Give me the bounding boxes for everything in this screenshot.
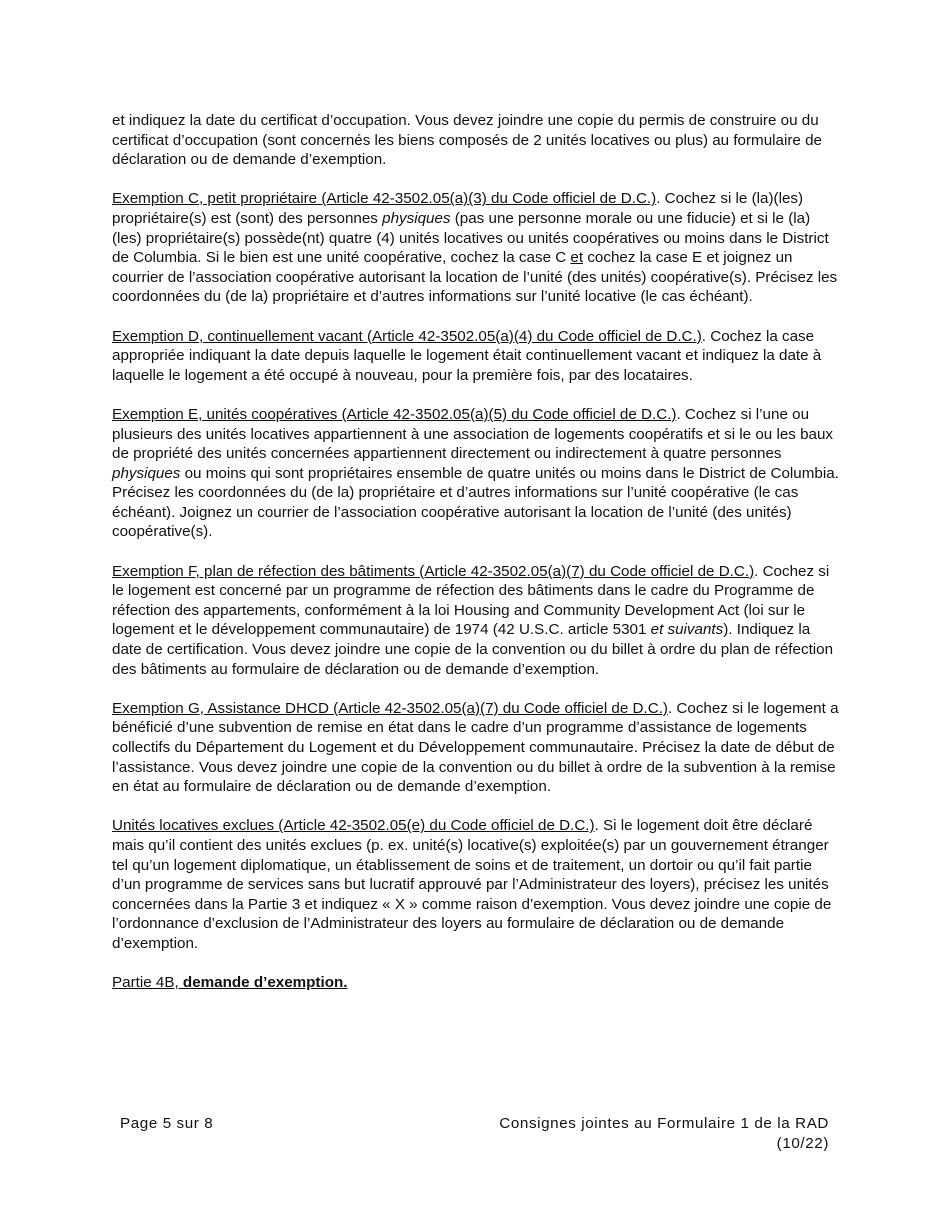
excluded-units-heading: Unités locatives exclues (Article 42-3502.05(e) du Code officiel de D.C.) [112,817,595,835]
exemption-c-heading: Exemption C, petit propriétaire (Article 42-3502.05(a)(3) du Code officiel de D.C.) [112,190,657,208]
exemption-f-heading: Exemption F, plan de réfection des bâtiments (Article 42-3502.05(a)(7) du Code officiel de D.C.) [112,562,755,580]
exemption-c-paragraph [112,189,840,307]
excluded-units-text: . Si le logement doit être déclaré mais qu’il contient des unités exclues (p. ex. unité(s) locative(s) exploitée(s) par un gouvernement étranger tel qu’un logement diplomatique, un établissement de soins et de traitement, un dortoir ou qu’il fait partie d’un programme de services sans but lucratif approuvé par l’Administrateur des loyers), précisez les unités concernées dans la Partie 3 et indiquez « X » comme raison d’exemption. Vous devez joindre une copie de l’ordonnance d’exclusion de l’Administrateur des loyers au formulaire de déclaration ou de demande d’exemption. [112,817,832,952]
intro-text: et indiquez la date du certificat d’occupation. Vous devez joindre une copie du permis de construire ou du certificat d’occupation (sont concernés les biens composés de 2 unités locatives ou plus) au formulaire de déclaration ou de demande d’exemption. [112,112,822,169]
form-reference-title: Consignes jointes au Formulaire 1 de la RAD [499,1115,829,1132]
exemption-f-emphasis: et suivants [650,621,724,639]
form-reference-date: (10/22) [776,1134,829,1152]
exemption-c-text-3: cochez la case E et joignez un courrier de l’association coopérative autorisant la location de l’unité (des unités) coopérative(s). Précisez les coordonnées du (de la) propriétaire et d’autres informations sur l’unité locative (le cas échéant). [112,249,838,306]
exemption-e-text-2: ou moins qui sont propriétaires ensemble de quatre unités ou moins dans le District de Columbia. Précisez les coordonnées du (de la) propriétaire et d’autres informations sur l’unité coopérative (le cas échéant). Joignez un courrier de l’association coopérative autorisant la location de l’unité (des unités) coopérative(s). [112,464,839,541]
exemption-c-text-2: (pas une personne morale ou une fiducie) et si le (la) (les) propriétaire(s) possède(nt) quatre (4) unités locatives ou unités coopératives ou moins dans le District de Columbia. Si le bien est une unité coopérative, cochez la case C [112,209,829,267]
exemption-e-paragraph [112,405,840,542]
exemption-g-text: . Cochez si le logement a bénéficié d’une subvention de remise en état dans le cadre d’un programme d’assistance de logements collectifs du Département du Logement et du Développement communautaire. Précisez la date de début de l’assistance. Vous devez joindre une copie de la convention ou du billet à ordre de la subvention à la remise en état au formulaire de déclaration ou de demande d’exemption. [112,699,839,796]
exemption-e-text-1: . Cochez si l’une ou plusieurs des unités locatives appartiennent à une association de logements coopératifs et si le ou les baux de propriété des unités concernées appartiennent directement ou indirectement à quatre personnes [112,405,834,463]
exemption-c-emphasis: physiques [382,209,451,227]
exemption-d-text: . Cochez la case appropriée indiquant la date depuis laquelle le logement était continuellement vacant et indiquez la date à laquelle le logement a été occupé à nouveau, pour la première fois, par des locataires. [112,327,822,384]
exemption-f-text-1: . Cochez si le logement est concerné par un programme de réfection des bâtiments dans le cadre du Programme de réfection des appartements, conformément à la loi Housing and Community Development Act (loi sur le logement et le développement communautaire) de 1974 (42 U.S.C. article 5301 [112,562,830,639]
part-4b-title: demande d’exemption. [182,974,348,992]
exemption-f-text-2: ). Indiquez la date de certification. Vous devez joindre une copie de la convention ou du billet à ordre du plan de réfection des bâtiments au formulaire de déclaration ou de demande d’exemption. [112,621,834,678]
exemption-e-emphasis: physiques [112,464,181,482]
excluded-units-paragraph [112,816,840,953]
exemption-f-paragraph [112,562,840,680]
intro-paragraph [112,111,840,170]
exemption-g-paragraph [112,699,840,797]
document-body [112,111,840,1012]
exemption-c-underlined-et: et [570,249,584,267]
part-4b-prefix: Partie 4B, [112,974,183,992]
page-number: Page 5 sur 8 [120,1115,214,1132]
form-reference [499,1114,829,1153]
exemption-e-heading: Exemption E, unités coopératives (Article 42-3502.05(a)(5) du Code officiel de D.C.) [112,405,677,423]
part-4b-heading [112,973,840,993]
exemption-c-text-1: . Cochez si le (la)(les) propriétaire(s) est (sont) des personnes [112,190,804,227]
exemption-d-heading: Exemption D, continuellement vacant (Article 42-3502.05(a)(4) du Code officiel de D.C.) [112,327,702,345]
exemption-g-heading: Exemption G, Assistance DHCD (Article 42-3502.05(a)(7) du Code officiel de D.C.) [112,699,668,717]
exemption-d-paragraph [112,327,840,386]
